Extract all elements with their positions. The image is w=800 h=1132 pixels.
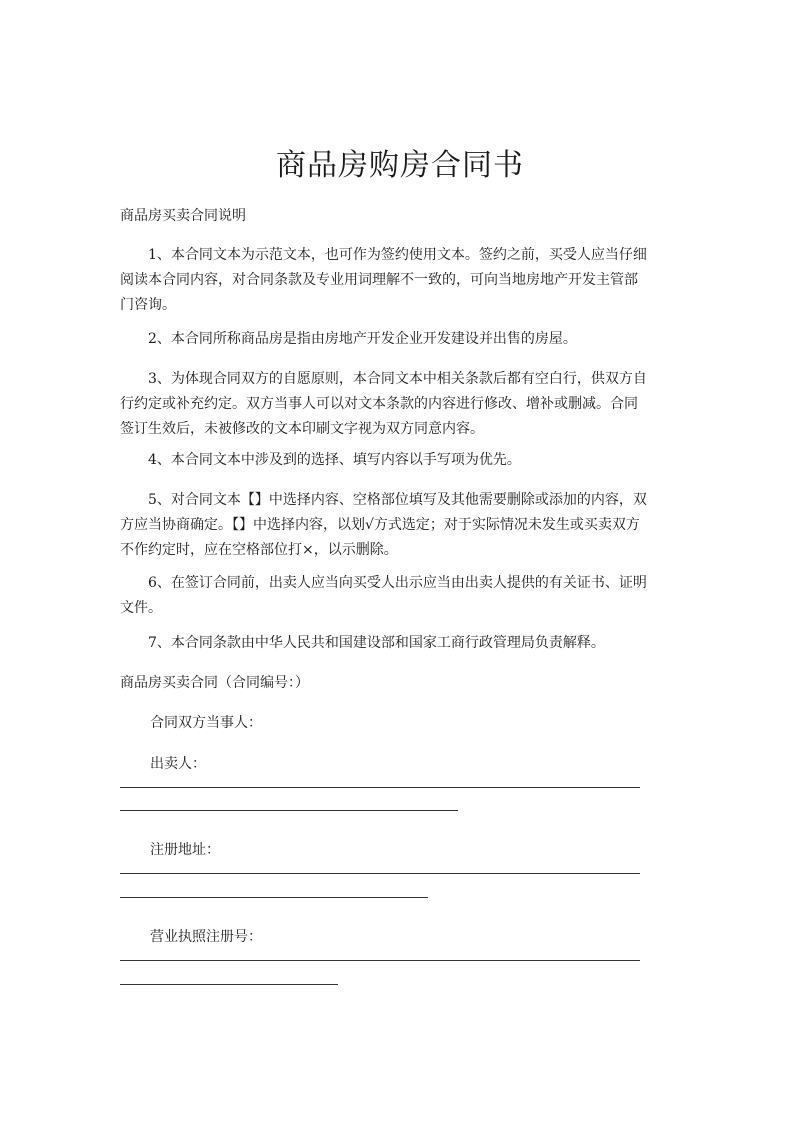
address-blank-line-2[interactable] <box>120 897 428 898</box>
contract-heading: 商品房买卖合同（合同编号：） <box>120 675 309 691</box>
explanation-item-3: 3、为体现合同双方的自愿原则，本合同文本中相关条款后都有空白行，供双方自行约定或补充约定。双方当事人可以对文本条款的内容进行修改、增补或删减。合同签订生效后，未被修改的文本印刷文字视为双方同意内容。 <box>120 371 647 437</box>
address-blank-line-1[interactable] <box>120 873 640 874</box>
seller-blank-line-2[interactable] <box>120 810 458 811</box>
explanation-item-1: 1、本合同文本为示范文本，也可作为签约使用文本。签约之前，买受人应当仔细阅读本合同内容，对合同条款及专业用词理解不一致的，可向当地房地产开发主管部门咨询。 <box>120 247 647 313</box>
license-blank-line-1[interactable] <box>120 960 640 961</box>
explanation-heading: 商品房买卖合同说明 <box>120 208 246 224</box>
license-label: 营业执照注册号： <box>150 929 262 945</box>
explanation-item-2: 2、本合同所称商品房是指由房地产开发企业开发建设并出售的房屋。 <box>148 331 577 347</box>
document-title: 商品房购房合同书 <box>276 148 524 183</box>
license-blank-line-2[interactable] <box>120 984 338 985</box>
seller-label: 出卖人： <box>150 756 206 772</box>
explanation-item-7: 7、本合同条款由中华人民共和国建设部和国家工商行政管理局负责解释。 <box>148 635 605 651</box>
explanation-item-5: 5、对合同文本【】中选择内容、空格部位填写及其他需要删除或添加的内容，双方应当协商确定。【】中选择内容，以划√方式选定；对于实际情况未发生或买卖双方不作约定时，应在空格部位打×，以示删除。 <box>120 492 647 558</box>
explanation-item-4: 4、本合同文本中涉及到的选择、填写内容以手写项为优先。 <box>148 452 521 468</box>
address-label: 注册地址： <box>150 842 220 858</box>
seller-blank-line-1[interactable] <box>120 787 640 788</box>
parties-label: 合同双方当事人： <box>150 715 262 731</box>
explanation-item-6: 6、在签订合同前，出卖人应当向买受人出示应当由出卖人提供的有关证书、证明文件。 <box>120 575 647 616</box>
